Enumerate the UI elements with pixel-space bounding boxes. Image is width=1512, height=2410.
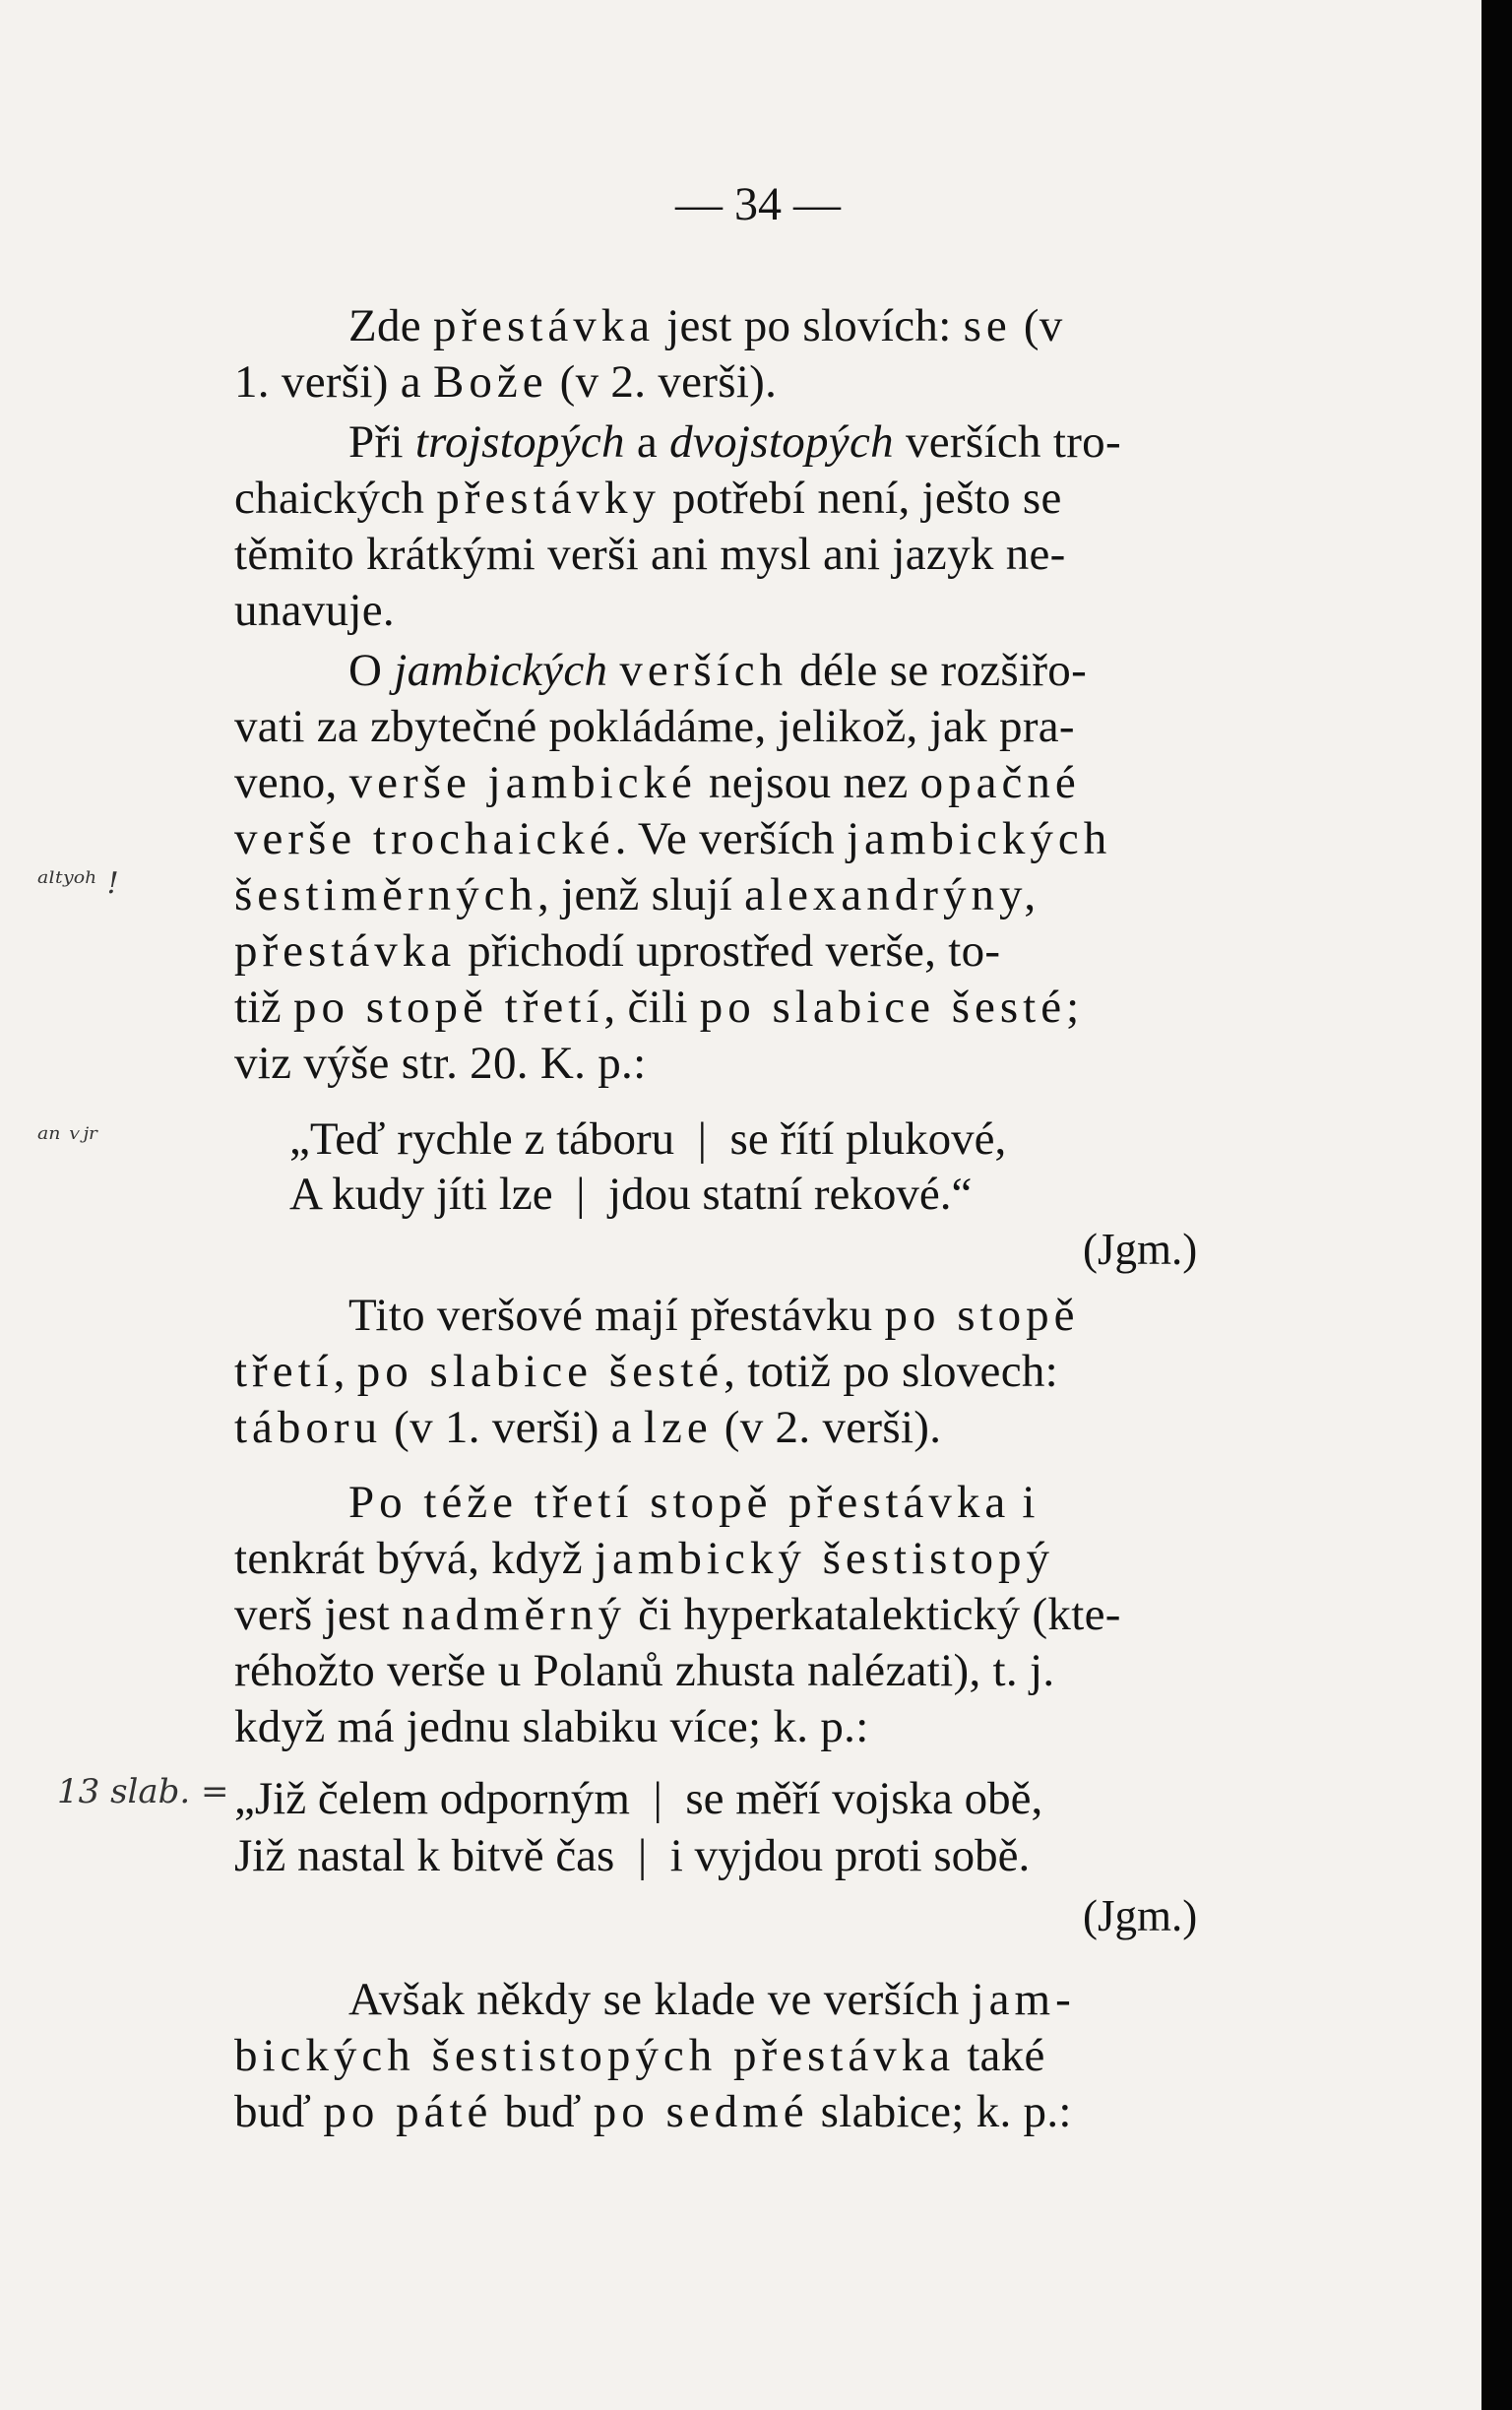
spaced-text: opačné	[919, 757, 1081, 808]
spaced-text: po páté	[323, 2086, 493, 2137]
spaced-text: verše trochaické	[234, 813, 615, 864]
spaced-text: verších	[619, 645, 788, 696]
spaced-text: Bože	[432, 356, 548, 408]
text: tenkrát bývá, když	[234, 1533, 595, 1584]
verse2-line2: Již nastal k bitvě čas | i vyjdou proti sobě.	[234, 1830, 1031, 1881]
italic-text: trojstopých	[414, 416, 625, 468]
para4-line3	[234, 1402, 941, 1453]
text: (v 2. verši).	[712, 1402, 942, 1453]
text: , totiž po slovech:	[724, 1346, 1059, 1397]
spaced-text: nadměrný	[402, 1589, 627, 1640]
spaced-text: jambických	[847, 813, 1112, 864]
text: , čili	[603, 982, 700, 1033]
text: Tito veršové mají přestávku	[348, 1290, 885, 1341]
italic-text: dvojstopých	[669, 416, 894, 468]
spaced-text: po slabice šesté	[699, 982, 1067, 1033]
para3-line4	[234, 813, 1111, 864]
verse1-line1: „Teď rychle z táboru | se řítí plukové,	[289, 1113, 1007, 1165]
para3-line7	[234, 982, 1079, 1033]
text: také	[955, 2030, 1045, 2081]
text: . Ve verších	[614, 813, 847, 864]
spaced-text: jambický šestistopý	[594, 1533, 1054, 1584]
para6-line3	[234, 2086, 1072, 2137]
margin-note-3: 13 slab. =	[57, 1772, 229, 1811]
spaced-text: přestávka	[234, 925, 457, 977]
text: O	[348, 645, 395, 696]
spaced-text: po slabice šesté	[356, 1346, 724, 1397]
para1-line1	[348, 300, 1063, 351]
text: , jenž slují	[537, 869, 745, 920]
text: buď	[234, 2086, 324, 2137]
text: jest po slovích:	[655, 300, 964, 351]
text: i	[1010, 1477, 1036, 1528]
text: ;	[1066, 982, 1080, 1033]
para2-line1	[348, 416, 1121, 468]
verse2-line1: „Již čelem odporným | se měří vojska obě,	[234, 1773, 1043, 1824]
margin-note-2: ᵃⁿ ᵛʲʳ	[37, 1122, 99, 1157]
para3-line3	[234, 757, 1081, 808]
spaced-text: jam-	[971, 1974, 1076, 2025]
para5-line1	[348, 1477, 1036, 1528]
spaced-text: třetí	[234, 1346, 334, 1397]
spaced-text: se	[963, 300, 1012, 351]
margin-note-1: ᵃˡᵗʸᵒʰ !	[37, 866, 119, 901]
para6-line1	[348, 1974, 1076, 2025]
para3-line1	[348, 645, 1087, 696]
text: 1. verši) a	[234, 356, 433, 408]
italic-text: jambických	[394, 645, 608, 696]
para3-line6	[234, 925, 1000, 977]
para3-line5	[234, 869, 1040, 920]
text: slabice; k. p.:	[808, 2086, 1072, 2137]
para3-line8: viz výše str. 20. K. p.:	[234, 1038, 647, 1089]
text: a	[624, 416, 670, 468]
para2-line2	[234, 473, 1062, 524]
text: (v 1. verši) a	[382, 1402, 644, 1453]
text: Při	[348, 416, 415, 468]
para2-line4: unavuje.	[234, 585, 395, 636]
spaced-text: verše jambické	[348, 757, 697, 808]
para2-line3: těmito krátkými verši ani mysl ani jazyk ne-	[234, 529, 1066, 580]
spaced-text: po stopě	[884, 1290, 1080, 1341]
text: (v	[1011, 300, 1063, 351]
text: buď	[492, 2086, 594, 2137]
spaced-text: po stopě třetí	[292, 982, 604, 1033]
text: chaických	[234, 473, 437, 524]
para5-line5: když má jednu slabiku více; k. p.:	[234, 1701, 869, 1752]
spaced-text: táboru	[234, 1402, 383, 1453]
para4-line2	[234, 1346, 1058, 1397]
verse1-line2: A kudy jíti lze | jdou statní rekové.“	[289, 1169, 973, 1220]
text: (v 2. verši).	[547, 356, 778, 408]
para1-line2	[234, 356, 777, 408]
spaced-text: alexandrýny,	[744, 869, 1041, 920]
para5-line4: réhožto verše u Polanů zhusta nalézati), t. j.	[234, 1645, 1055, 1696]
text: tiž	[234, 982, 293, 1033]
para3-line2: vati za zbytečné pokládáme, jelikož, jak pra-	[234, 701, 1075, 752]
text: ,	[333, 1346, 357, 1397]
spaced-text: po sedmé	[593, 2086, 809, 2137]
verse1-attribution: (Jgm.)	[1083, 1225, 1198, 1274]
text: přichodí uprostřed verše, to-	[456, 925, 1001, 977]
text: potřebí není, ješto se	[661, 473, 1062, 524]
text: či hyperkatalektický (kte-	[626, 1589, 1121, 1640]
spaced-text: Po téže třetí stopě přestávka	[348, 1477, 1011, 1528]
verse2-attribution: (Jgm.)	[1083, 1891, 1198, 1940]
spaced-text: přestávka	[433, 300, 656, 351]
para4-line1	[348, 1290, 1079, 1341]
spaced-text: šestiměrných	[234, 869, 537, 920]
spaced-text: přestávky	[436, 473, 661, 524]
text: veno,	[234, 757, 349, 808]
text: Avšak někdy se klade ve verších	[348, 1974, 972, 2025]
text: nejsou nez	[696, 757, 920, 808]
text: verších tro-	[893, 416, 1121, 468]
page-number: — 34 —	[675, 178, 841, 230]
para6-line2	[234, 2030, 1045, 2081]
spaced-text: lze	[643, 1402, 713, 1453]
text: verš jest	[234, 1589, 403, 1640]
text: Zde	[348, 300, 434, 351]
scan-edge	[1481, 0, 1512, 2410]
spaced-text: bických šestistopých přestávka	[234, 2030, 956, 2081]
text: déle se rozšiřo-	[788, 645, 1088, 696]
para5-line2	[234, 1533, 1054, 1584]
text	[607, 645, 619, 696]
para5-line3	[234, 1589, 1121, 1640]
